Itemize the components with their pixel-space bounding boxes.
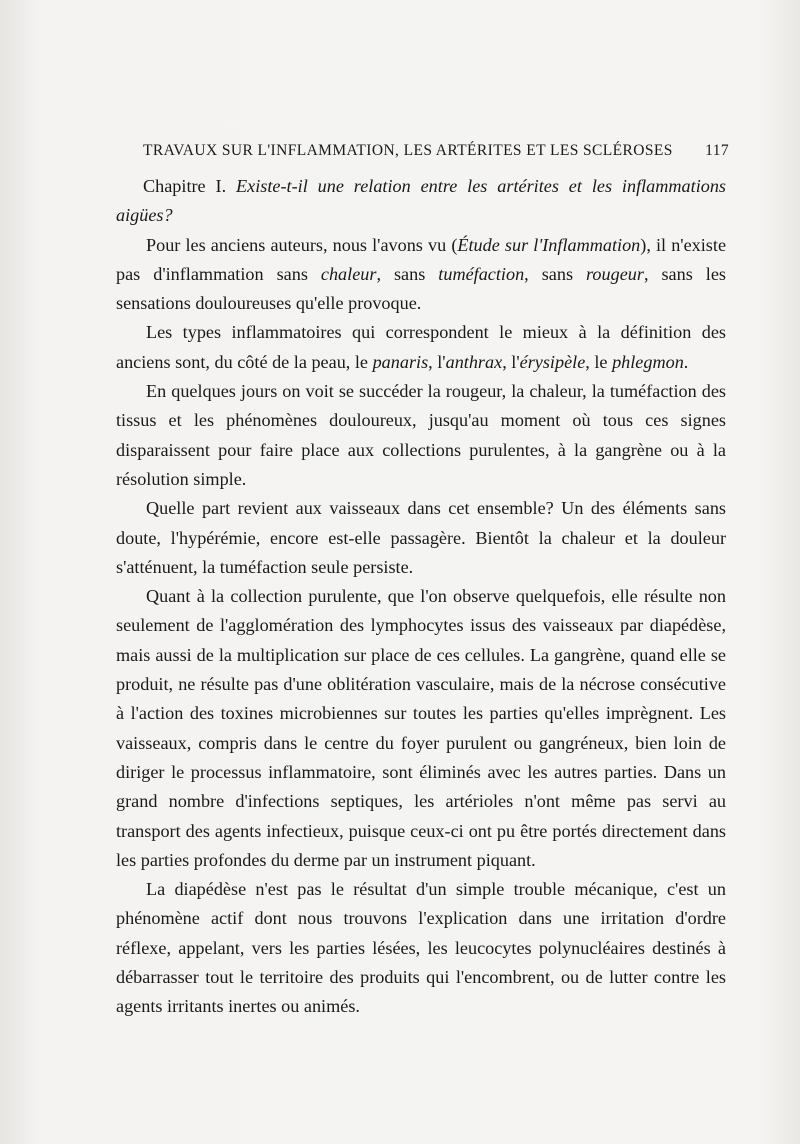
p1-text-e: , sans: [376, 263, 439, 284]
p2-italic-panaris: panaris: [372, 351, 429, 372]
p2-text-e: , l': [502, 351, 520, 372]
p2-italic-erysipele: érysipèle: [519, 351, 586, 372]
chapter-heading: [116, 172, 726, 231]
paragraph-3: En quelques jours on voit se succéder la rougeur, la chaleur, la tuméfaction des tissus et les phénomènes douloureux, jusqu'au moment où tous ces signes disparaissent pour faire place aux collections purulentes, à la gangrène ou à la résolution simple.: [116, 381, 726, 489]
running-title: TRAVAUX SUR L'INFLAMMATION, LES ARTÉRITES ET LES SCLÉROSES: [143, 142, 673, 159]
p1-italic-etude: Étude sur l'Inflammation: [457, 234, 641, 255]
p1-text-i: , sans les sensations douloureuses qu'elle provoque.: [116, 263, 726, 314]
p1-text-a: Pour les anciens auteurs, nous l'avons vu (: [146, 234, 458, 255]
p2-italic-phlegmon: phlegmon: [612, 351, 684, 372]
p1-text-g: , sans: [524, 263, 587, 284]
p2-italic-anthrax: anthrax: [445, 351, 503, 372]
paragraph-4: Quelle part revient aux vaisseaux dans cet ensemble? Un des éléments sans doute, l'hypérémie, encore est-elle passagère. Bientôt la chaleur et la douleur s'atténuent, la tuméfaction seule persiste.: [116, 498, 726, 577]
p1-italic-rougeur: rougeur: [586, 263, 644, 284]
chapter-label: Chapitre I.: [143, 176, 227, 196]
p1-italic-chaleur: chaleur: [320, 263, 377, 284]
paragraph-5: Quant à la collection purulente, que l'on observe quelquefois, elle résulte non seulement de l'agglomération des lymphocytes issus des vaisseaux par diapédèse, mais aussi de la multiplication sur place de ces cellules. La gangrène, quand elle se produit, ne résulte pas d'une oblitération vasculaire, mais de la nécrose consécutive à l'action des toxines microbiennes sur toutes les parties qu'elles imprègnent. Les vaisseaux, compris dans le centre du foyer purulent ou gangréneux, bien loin de diriger le processus inflammatoire, sont éliminés avec les autres parties. Dans un grand nombre d'infections septiques, les artérioles n'ont même pas servi au transport des agents infectieux, puisque ceux-ci ont pu être portés directement dans les parties profondes du derme par un instrument piquant.: [116, 586, 726, 870]
p2-text-i: .: [683, 351, 689, 372]
page-number: 117: [705, 142, 729, 159]
p1-italic-tumefaction: tuméfaction: [438, 263, 525, 284]
p1-text-c: ), il n'existe pas d'inflammation sans: [116, 234, 727, 284]
p2-text-g: , le: [585, 351, 613, 372]
p2-text-c: , l': [428, 351, 446, 372]
paragraph-2: [116, 318, 726, 377]
body-text: [116, 172, 726, 1022]
paragraph-6: La diapédèse n'est pas le résultat d'un simple trouble mécanique, c'est un phénomène actif dont nous trouvons l'explication dans une irritation d'ordre réflexe, appelant, vers les parties lésées, les leucocytes polynucléaires destinés à débarrasser tout le territoire des produits qui l'encombrent, ou de lutter contre les agents irritants inertes ou animés.: [116, 879, 726, 1017]
paragraph-1: [116, 231, 726, 319]
running-header: [143, 142, 729, 160]
chapter-title: Existe-t-il une relation entre les artérites et les inflammations aigües?: [116, 176, 727, 226]
p2-text-a: Les types inflammatoires qui correspondent le mieux à la définition des anciens sont, du côté de la peau, le: [116, 322, 726, 372]
